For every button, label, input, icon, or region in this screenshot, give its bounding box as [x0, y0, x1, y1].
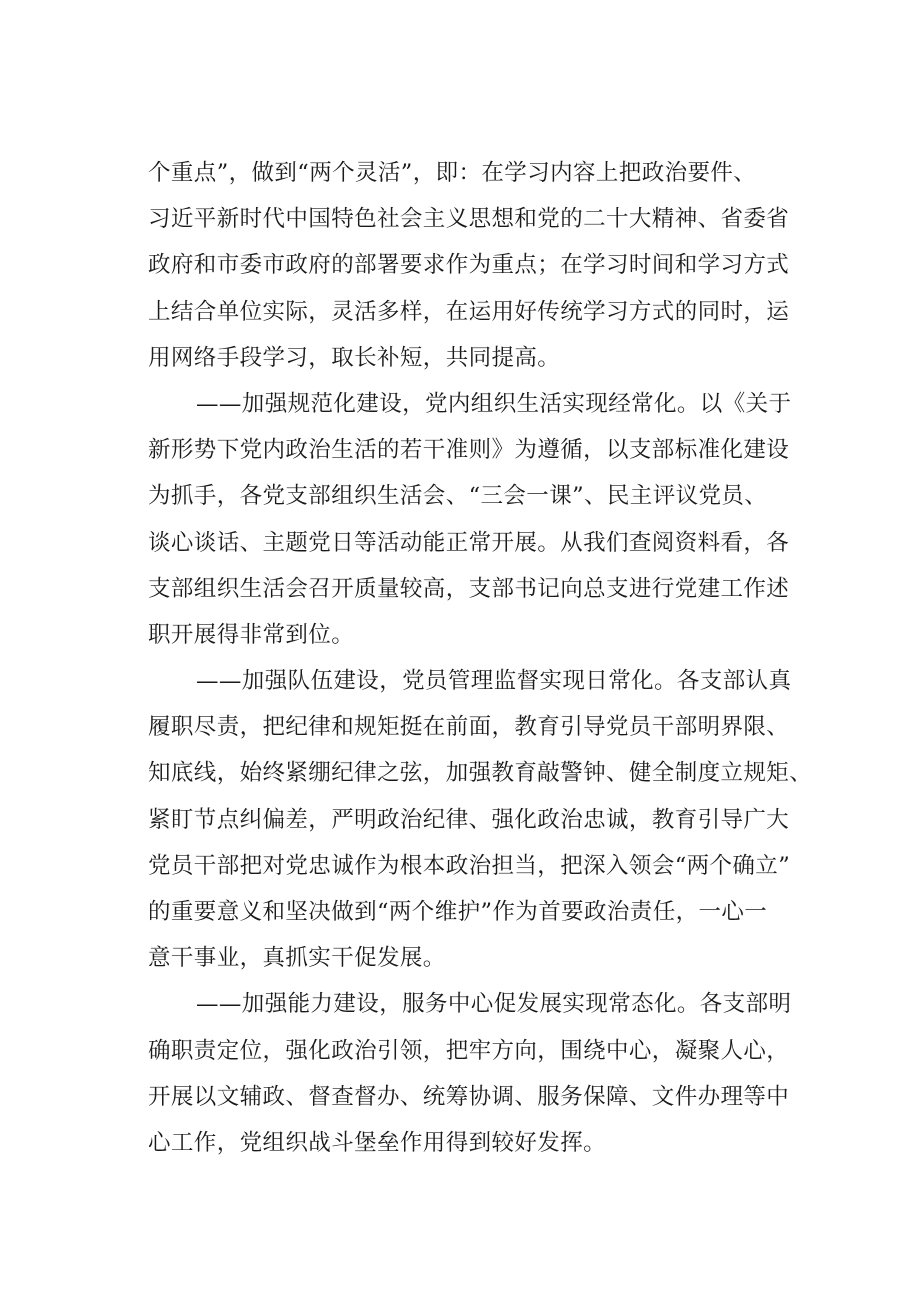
text-line: 职开展得非常到位。 [148, 621, 355, 648]
text-line: 上结合单位实际，灵活多样，在运用好传统学习方式的同时，运 [148, 298, 790, 325]
text-line: 意干事业，真抓实干促发展。 [148, 945, 446, 972]
text-line: 知底线，始终紧绷纪律之弦，加强教育敲警钟、健全制度立规矩、 [148, 760, 813, 787]
text-line: 的重要意义和坚决做到“两个维护”作为首要政治责任，一心一 [148, 899, 768, 925]
paragraph-first-line: ——加强队伍建设，党员管理监督实现日常化。各支部认真 [196, 668, 792, 695]
document-body [148, 150, 813, 1166]
text-line: 用网络手段学习，取长补短，共同提高。 [148, 344, 561, 371]
text-line: 履职尽责，把纪律和规矩挺在前面，教育引导党员干部明界限、 [148, 714, 790, 741]
text-line: 支部组织生活会召开质量较高，支部书记向总支进行党建工作述 [148, 575, 790, 602]
text-line: 谈心谈话、主题党日等活动能正常开展。从我们查阅资料看，各 [148, 529, 790, 556]
text-line: 新形势下党内政治生活的若干准则》为遵循，以支部标准化建设 [148, 437, 790, 464]
text-line: 个重点”，做到“两个灵活”，即：在学习内容上把政治要件、 [148, 160, 757, 186]
text-line: 为抓手，各党支部组织生活会、“三会一课”、民主评议党员、 [148, 483, 768, 510]
paragraph-first-line: ——加强能力建设，服务中心促发展实现常态化。各支部明 [196, 991, 792, 1018]
text-line: 政府和市委市政府的部署要求作为重点；在学习时间和学习方式 [148, 252, 790, 279]
text-line: 习近平新时代中国特色社会主义思想和党的二十大精神、省委省 [148, 206, 790, 233]
text-line: 开展以文辅政、督查督办、统筹协调、服务保障、文件办理等中 [148, 1083, 790, 1110]
text-line: 紧盯节点纠偏差，严明政治纪律、强化政治忠诚，教育引导广大 [148, 806, 790, 833]
text-line: 心工作，党组织战斗堡垒作用得到较好发挥。 [148, 1129, 607, 1156]
text-line: 确职责定位，强化政治引领，把牢方向，围绕中心，凝聚人心， [148, 1037, 790, 1064]
paragraph-first-line: ——加强规范化建设，党内组织生活实现经常化。以《关于 [196, 390, 792, 417]
text-line: 党员干部把对党忠诚作为根本政治担当，把深入领会“两个确立” [148, 852, 791, 879]
